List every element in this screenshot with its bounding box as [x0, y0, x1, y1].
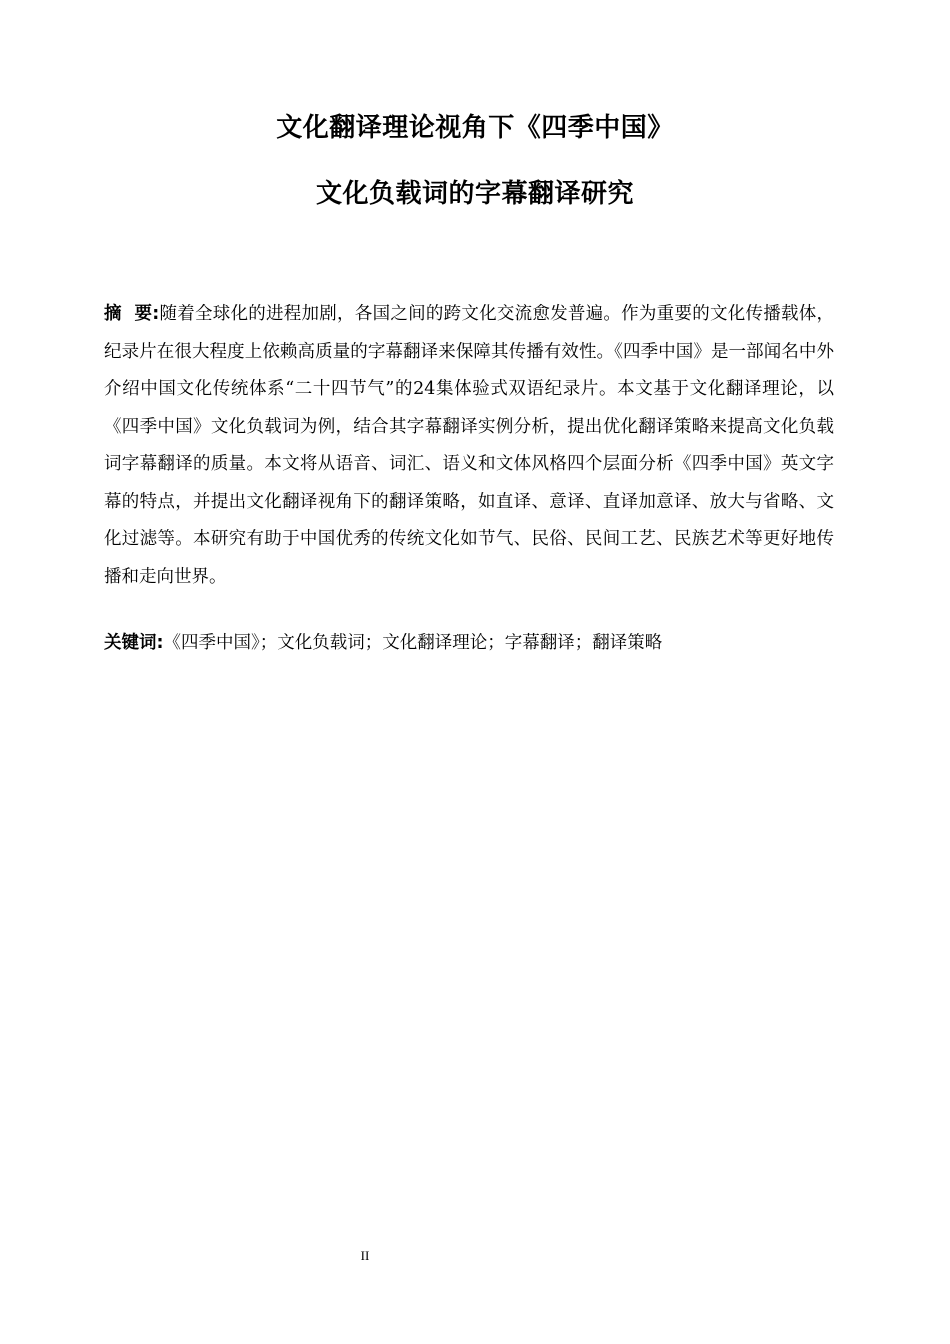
keywords-label: 关键词: [104, 633, 164, 653]
title-line-2: 文化负载词的字幕翻译研究 [315, 179, 634, 209]
abstract-text: 随着全球化的进程加剧，各国之间的跨文化交流愈发普遍。作为重要的文化传播载体，纪录片在很大程度上依赖高质量的字幕翻译来保障其传播有效性。《四季中国》是一部闻名中外介绍中国文化传统体系“二十四节气”的24集体验式双语纪录片。本文基于文化翻译理论，以《四季中国》文化负载词为例，结合其字幕翻译实例分析，提出优化翻译策略来提高文化负载词字幕翻译的质量。本文将从语音、词汇、语义和文体风格四个层面分析《四季中国》英文字幕的特点，并提出文化翻译视角下的翻译策略，如直译、意译、直译加意译、放大与省略、文化过滤等。本研究有助于中国优秀的传统文化如节气、民俗、民间工艺、民族艺术等更好地传播和走向世界。 [104, 304, 834, 587]
page-number: II [360, 1248, 370, 1263]
keywords-text: 《四季中国》；文化负载词；文化翻译理论；字幕翻译；翻译策略 [163, 633, 663, 653]
abstract-paragraph [104, 296, 834, 596]
title-line-1: 文化翻译理论视角下《四季中国》 [276, 113, 674, 143]
keywords-line [104, 625, 834, 663]
abstract-label: 摘 要: [104, 304, 160, 324]
